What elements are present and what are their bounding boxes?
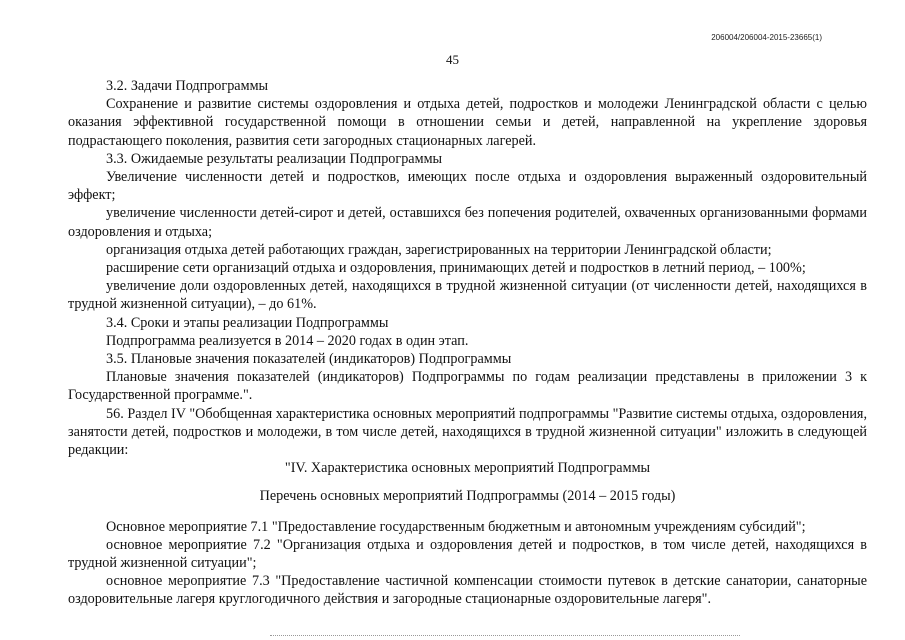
- subsection-heading-3-4: 3.4. Сроки и этапы реализации Подпрограммы: [106, 314, 389, 331]
- paragraph: Сохранение и развитие системы оздоровления и отдыха детей, подростков и молодежи Ленинградской области с целью оказания эффективной государственной помощи в отношении семьи и детей, направленной на укрепление здоровья подрастающего поколения, развития сети загородных стационарных лагерей.: [68, 96, 867, 149]
- event-item: основное мероприятие 7.3 "Предоставление частичной компенсации стоимости путевок в детские санатории, санаторные оздоровительные лагеря круглогодичного действия и загородные стационарные оздоровительные лагеря".: [68, 573, 867, 608]
- subsection-heading-3-2: 3.2. Задачи Подпрограммы: [106, 78, 269, 94]
- subsection-heading-3-3: 3.3. Ожидаемые результаты реализации Подпрограммы: [106, 150, 443, 167]
- event-item: Основное мероприятие 7.1 "Предоставление государственным бюджетным и автономным учреждениям субсидий";: [106, 518, 806, 535]
- page-bottom-rule: [270, 635, 740, 636]
- paragraph: увеличение численности детей-сирот и детей, оставшихся без попечения родителей, охваченных организованными формами оздоровления и отдыха;: [68, 205, 867, 240]
- paragraph: расширение сети организаций отдыха и оздоровления, принимающих детей и подростков в летний период, – 100%;: [106, 260, 806, 277]
- section-heading: "IV. Характеристика основных мероприятий Подпрограммы: [284, 460, 651, 477]
- paragraph: Увеличение численности детей и подростков, имеющих после отдыха и оздоровления выраженный оздоровительный эффект;: [68, 169, 867, 204]
- paragraph: Подпрограмма реализуется в 2014 – 2020 годах в один этап.: [106, 332, 469, 349]
- paragraph: 56. Раздел IV "Обобщенная характеристика основных мероприятий подпрограммы "Развитие системы отдыха, оздоровления, занятости детей, подростков и молодежи, в том числе детей, находящихся в трудной жизненной ситуации" изложить в следующей редакции:: [68, 405, 867, 459]
- event-item: основное мероприятие 7.2 "Организация отдыха и оздоровления детей и подростков, в том числе детей, находящихся в трудной жизненной ситуации";: [68, 536, 867, 572]
- document-body: [68, 77, 867, 609]
- page-number: 45: [446, 52, 459, 67]
- paragraph: организация отдыха детей работающих граждан, зарегистрированных на территории Ленинградской области;: [106, 241, 772, 258]
- paragraph: увеличение доли оздоровленных детей, находящихся в трудной жизненной ситуации (от численности детей, находящихся в трудной жизненной ситуации), – до 61%.: [68, 278, 867, 313]
- document-code: 206004/206004-2015-23665(1): [711, 33, 822, 42]
- subsection-heading-3-5: 3.5. Плановые значения показателей (индикаторов) Подпрограммы: [106, 351, 512, 368]
- paragraph: Плановые значения показателей (индикаторов) Подпрограммы по годам реализации представлены в приложении 3 к Государственной программе.".: [68, 369, 867, 404]
- list-heading: Перечень основных мероприятий Подпрограммы (2014 – 2015 годы): [259, 488, 676, 505]
